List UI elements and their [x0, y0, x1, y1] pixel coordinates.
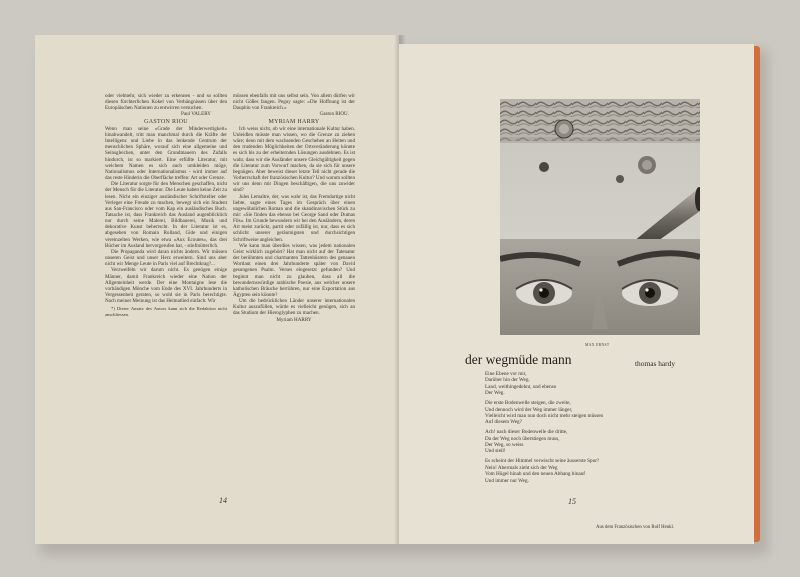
poem-line: Ach! nach dieser Bodenwelle die dritte, — [485, 429, 568, 436]
left-page — [35, 35, 399, 544]
poem-stanza — [485, 371, 685, 397]
page-number: 14 — [219, 496, 227, 505]
translation-credit: Aus dem Französischen von Rolf Henkl. — [596, 525, 675, 530]
text-paragraph: Wenn man seine «Grade der Minderwertigkeit» hinabwandelt, tritt man manchmal durch die Kräfte der Intelligenz und Liebe in das lenkende Centrum der menschlichen Sphäre, worauf sich eine allgemeine und Seinsgleichen, unter den Grundmauern des Zufalls hindurch, ist so markiert. Eine erfüllte Literatur, mit welchem Namen es sich auch umkleiden möge, Nationalismus oder Internationalismus - wird immer auf das reste Hinderin die Oberfläche treffen: Art oder Grenze. — [105, 125, 227, 182]
poem-line: Vielleicht wird man nun doch nicht mehr steigen müssen — [485, 412, 604, 419]
text-paragraph: müssen ebenfalls mit uns selbst sein. Von allem dürfen wir nicht Gößes fangen. Peguy sagte: «Die Hoffnung ist der Dauphin von Frankreich.» — [233, 93, 355, 112]
poem-line: Und steil! — [485, 448, 506, 455]
poem-stanza — [485, 458, 685, 484]
section-author-heading: GASTON RIOU — [144, 118, 188, 125]
right-page — [399, 44, 754, 544]
text-paragraph: Ich weiss nicht, ob wir eine internationale Kultur haben. Unleidlen müsste man wissen, wo die Grenze zu ziehen wäre; denn mit dem wachsenden Geschehen an Heiten und den trudenden Möglichkeiten der Ortsveränderung könnte es sich bis zu der erheiternden Lösungen ausdehnen. Es ist wahr, dass wir die Ausländer unsere Gleichgültigkeit gegen die Literatur zum Vorwurf machen, da sie sich für unsere begnügen. Aber beweist dieser letzte Teil nicht gerade die Vorherrschaft der französischen Kultur? Und warum sollten wir uns denn mit Dingen beschäftigen, die uns zuwider sind? — [233, 125, 355, 194]
footnote: *) Dieser Ansatz des Autors kann sich die Redaktion nicht anschliessen. — [105, 306, 227, 317]
section-author-heading: MYRIAM HARRY — [268, 118, 320, 125]
poem-line: Darüber hin der Weg. — [485, 377, 530, 384]
text-paragraph: Um die bedrücklichen Länder unserer internationalen Kultur auszufüllen, würde es vielleicht genügen, sich an das Studium der Hieroglyphen zu machen. — [233, 298, 355, 317]
text-paragraph: Wie kann man überdies wissen, was jedem nationalen Geist wirklich zugehört? Hat man nicht auf der Tatenatur der berühmten und charmanten Tattenhüsrern des genauen Wortlaut einen drei Jahrhunderte später von David gesungenen Psalm. Verses eingesetzt gefunden? Und beginnt man nicht zu glauben, dass all die bewundernswürdige arabische Poesie, aus welcher unsere katholischen Bräuche herrühren, nur eine Exportation aus Ägypten sein könnte? — [233, 242, 355, 298]
poem-line: Und immer nur Weg. — [485, 477, 529, 484]
eyes-collage-image — [500, 99, 700, 335]
poem-line: Eine Ebene vor mir, — [485, 371, 527, 377]
poem-line: Der Weg. — [485, 390, 505, 397]
left-page-column-2 — [233, 93, 355, 323]
signature: Myriam HARRY — [276, 316, 312, 323]
poem-line: Vom Hügel hinab und den neuen Abhang hinauf — [485, 471, 586, 478]
poem-line: Auf diesem Weg? — [485, 419, 522, 426]
text-paragraph: Verzweifeln wir darum nicht. Es genügen einige Männer, damit Frankreich wieder eine Nation der Allgemeinheit werde. Der eine Montaigne lese die vorbändigen Mönche vom Ende des XVI. Jahrhunderts in Vergessenheit geraten, so wohl sie in Paris berechtigte. Nach meiner Meinung ist das Heimatlied einfach: Wir — [105, 267, 227, 305]
poem-stanza — [485, 429, 685, 455]
poem-line: Da der Weg noch überstiegen muss, — [485, 435, 560, 442]
poem-title: der wegmüde mann — [465, 352, 572, 367]
poem-line: Nein! Abermals zieht sich der Weg — [485, 464, 558, 471]
poem-body — [485, 371, 685, 488]
poem-author: thomas hardy — [635, 359, 676, 368]
signature: Paul VALERY — [181, 111, 211, 118]
image-caption: MAX ERNST — [585, 343, 610, 347]
left-page-column-1 — [105, 93, 227, 317]
text-paragraph: oder vielmehr, sich wieder zu erkennen - und so sollten diesen fürchterlichen Kokel von Verhängnissen über den Europäischen Nationen zu entwirren versuchen. — [105, 93, 227, 112]
text-paragraph: Die Literatur sorgte für den Menschen geschaffen, nicht der Mensch für die Literatur. Die Leute haben keine Zeit zu lesen. Nicht ein einziger ausländischer Schriftsteller oder Verleger eine Freude zu machen, bewegt sich ein Student aus San-Francisco oder vom Kap ein ausländisches Buch. Tatsache ist, dass Frankreich das Ausland augenblicklich nur durch seine Malerei, Bildhauerei, Musik und dekorative Kunst beherrscht. In der Literatur ist es, abgesehen von Romain Rolland, Gide und einigen vereinzelten Werken, wie etwa «Aux Ecoutes», das drei Bücher im Ausland hervorgerufen hat, - stiefmütterlich. — [105, 181, 227, 249]
page-number: 15 — [568, 497, 576, 506]
poem-line: Es scheint der Himmel verwischt seine äusserste Spur? — [485, 458, 600, 465]
poem-stanza — [485, 400, 685, 426]
poem-line: Und dennoch wird der Weg immer länger, — [485, 406, 573, 413]
text-paragraph: Jules Lemaître, der, was wahr ist, das Fremdartige nicht liebte, sagte eines Tages im Gespräch über einen ungewöhnlichen Roman und die skandinavischen Stück zu mir: «Sie finden das ebenso bei George Sand oder Dumas Fils». Im Grunde bewundern wir bei den Ausländern, deren Art meist zurückt, partit oder zufällig ist, nur, dass es sich schlicht unserer geräumigsten und durchsichtigen Schriftweise angleichen. — [233, 193, 355, 243]
signature: Gaston RIOU. — [319, 111, 349, 118]
poem-line: Der Weg, so weiss — [485, 442, 524, 449]
text-paragraph: Die Propaganda wird daran nichts ändern. Wir müssen unseren Geist und unser Herz erweitern. Sind uns aber nicht wir Menge Leute in Paris viel auf Brechtkrag?... — [105, 248, 227, 268]
poem-line: Land, weithingedehnt, und ebenso — [485, 383, 557, 390]
poem-line: Die erste Bodenwelle steigen, die zweite, — [485, 400, 571, 407]
collage-illustration — [500, 99, 700, 335]
